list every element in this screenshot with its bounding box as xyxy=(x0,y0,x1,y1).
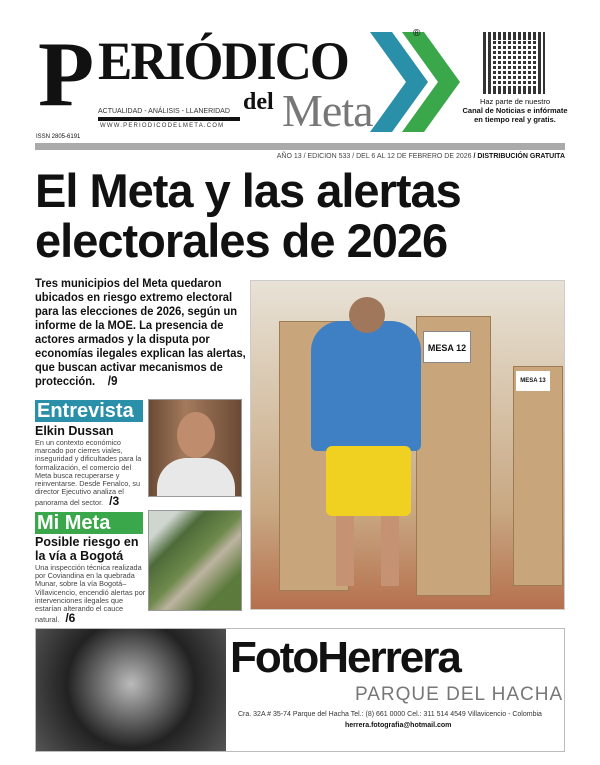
voter-shorts xyxy=(326,446,411,516)
mimeta-title[interactable]: Posible riesgo en la vía a Bogotá xyxy=(35,535,139,563)
distribution: / DISTRIBUCIÓN GRATUITA xyxy=(473,153,565,160)
logo-letter-p: P xyxy=(38,23,91,125)
voter-leg xyxy=(336,516,354,586)
chevron-logo-icon xyxy=(370,32,460,132)
logo-del: del xyxy=(243,89,274,115)
ad-subtitle: PARQUE DEL HACHA xyxy=(355,684,564,705)
entrevista-body xyxy=(35,439,147,508)
voter-head xyxy=(349,297,385,333)
tagline: ACTUALIDAD - ANÁLISIS - LLANERIDAD xyxy=(98,107,240,121)
voter-leg xyxy=(381,516,399,586)
qr-caption xyxy=(462,97,568,124)
page-ref[interactable]: /9 xyxy=(107,373,118,388)
edition-line xyxy=(277,153,565,160)
lead-photo-voting-booth xyxy=(250,280,565,610)
lead-summary-text: Tres municipios del Meta quedaron ubicados en riesgo extremo electoral para las elecciones de 2026, según un informe de la MOE. La presencia de actores armados y la disputa por economías ilegales explican las alertas, que buscan activar mecanismos de protección. xyxy=(35,276,246,388)
section-mi-meta[interactable]: Mi Meta xyxy=(35,512,143,534)
mimeta-page[interactable]: /6 xyxy=(65,611,76,626)
divider-bar xyxy=(35,143,565,150)
mesa-sign-2: MESA 13 xyxy=(516,371,550,391)
entrevista-body-text: En un contexto económico marcado por cierres viales, inseguridad y dificultades para la formalización, el comercio del Meta busca recuperarse y reinventarse. Desde Fenalco, su director Ejecutivo analiza el panorama del sector. xyxy=(35,438,142,508)
entrevista-title[interactable]: Elkin Dussan xyxy=(35,424,114,438)
website-link[interactable]: WWW.PERIODICODELMETA.COM xyxy=(100,123,225,129)
lead-headline[interactable]: El Meta y las alertas electorales de 2026 xyxy=(35,164,461,267)
ad-address: Cra. 32A # 35-74 Parque del Hacha Tel.: (8) 661 0000 Cel.: 311 514 4549 Villavicencio - Colombia xyxy=(238,711,542,718)
edition-info: AÑO 13 / EDICION 533 / DEL 6 AL 12 DE FEBRERO DE 2026 xyxy=(276,153,474,160)
section-entrevista[interactable]: Entrevista xyxy=(35,400,143,422)
mimeta-body xyxy=(35,564,147,624)
qr-caption-bold: Canal de Noticias e infórmate en tiempo real y gratis. xyxy=(462,106,568,124)
logo-periodico: ERIÓDICO xyxy=(98,31,348,91)
entrevista-photo xyxy=(148,399,242,497)
lead-summary xyxy=(35,276,247,388)
ad-brand: FotoHerrera xyxy=(230,633,460,682)
qr-code-icon[interactable] xyxy=(483,32,545,94)
mimeta-body-text: Una inspección técnica realizada por Coviandina en la quebrada Munar, sobre la vía Bogotá–Villavicencio, encendió alertas por intervenciones ilegales que estarían alterando el cauce natural. xyxy=(35,563,146,625)
entrevista-page[interactable]: /3 xyxy=(109,494,120,509)
registered-mark: ® xyxy=(413,28,421,39)
issn: ISSN 2805-6191 xyxy=(36,134,81,140)
ad-email[interactable]: herrera.fotografia@hotmail.com xyxy=(345,722,452,729)
ad-photo-woman xyxy=(36,629,226,751)
qr-caption-line: Haz parte de nuestro xyxy=(479,97,551,106)
logo-meta: Meta xyxy=(282,85,373,136)
mimeta-photo xyxy=(148,510,242,611)
mesa-sign: MESA 12 xyxy=(423,331,471,363)
voter-shirt xyxy=(311,321,421,451)
